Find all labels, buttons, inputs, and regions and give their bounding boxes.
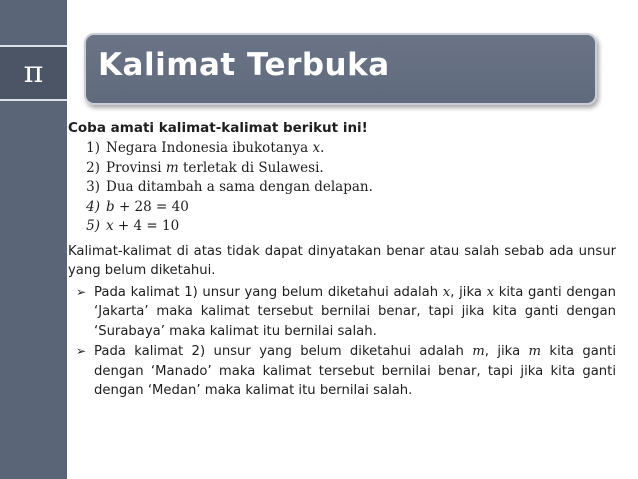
- item-text: Provinsi: [106, 159, 166, 176]
- bullet-text: kita ganti dengan ‘Jakarta’ maka kalimat tersebut bernilai benar, tapi jika kita ganti dengan ‘Surabaya’ maka kalimat itu bernilai salah.: [94, 284, 616, 339]
- item-variable: b: [106, 198, 115, 215]
- bullet-text: Pada kalimat 1) unsur yang belum diketahui adalah: [94, 284, 443, 300]
- bullet-text: , jika: [484, 344, 529, 359]
- slide-content: [68, 119, 616, 402]
- item-variable: x: [312, 140, 321, 156]
- item-variable: m: [165, 159, 179, 176]
- item-text: .: [320, 140, 325, 156]
- bullet-text: kita ganti dengan ‘Manado’ maka kalimat tersebut bernilai benar, tapi jika kita ganti dengan ‘Medan’ maka kalimat itu bernilai salah.: [94, 344, 617, 398]
- intro-text: Coba amati kalimat-kalimat berikut ini!: [68, 120, 368, 136]
- bullet-text: Pada kalimat 2) unsur yang belum diketahui adalah: [94, 344, 473, 359]
- item-text: Dua ditambah a sama dengan delapan.: [106, 179, 373, 195]
- item-text: + 28 = 40: [114, 198, 189, 215]
- list-item: [68, 159, 616, 179]
- item-text: terletak di Sulawesi.: [178, 159, 324, 176]
- bullet-variable: x: [486, 284, 495, 300]
- pi-symbol-icon: π: [0, 45, 67, 101]
- arrow-bullet-icon: ➢: [76, 344, 87, 358]
- item-number: 5): [86, 218, 100, 234]
- bullet-variable: x: [442, 284, 451, 300]
- slide-title: Kalimat Terbuka: [98, 47, 390, 83]
- sentence-list: [68, 139, 616, 237]
- item-number: 4): [86, 198, 100, 215]
- bullet-variable: m: [472, 344, 485, 359]
- title-banner: [84, 33, 597, 105]
- bullet-variable: m: [528, 344, 542, 359]
- item-variable: x: [106, 218, 114, 234]
- list-item: [68, 139, 616, 159]
- bullet-item: [68, 283, 616, 342]
- item-number: 2): [86, 159, 100, 176]
- bullet-list: [68, 283, 616, 401]
- bullet-item: [68, 342, 616, 401]
- item-text: Negara Indonesia ibukotanya: [106, 140, 313, 156]
- list-item: [68, 178, 616, 198]
- item-text: + 4 = 10: [113, 218, 180, 234]
- list-item: [68, 198, 616, 218]
- bullet-text: , jika: [450, 284, 487, 300]
- list-item: [68, 217, 616, 237]
- explanation-paragraph: Kalimat-kalimat di atas tidak dapat dinyatakan benar atau salah sebab ada unsur yang belum diketahui.: [68, 243, 616, 278]
- item-number: 1): [86, 140, 100, 156]
- arrow-bullet-icon: ➢: [76, 284, 87, 299]
- item-number: 3): [86, 179, 100, 195]
